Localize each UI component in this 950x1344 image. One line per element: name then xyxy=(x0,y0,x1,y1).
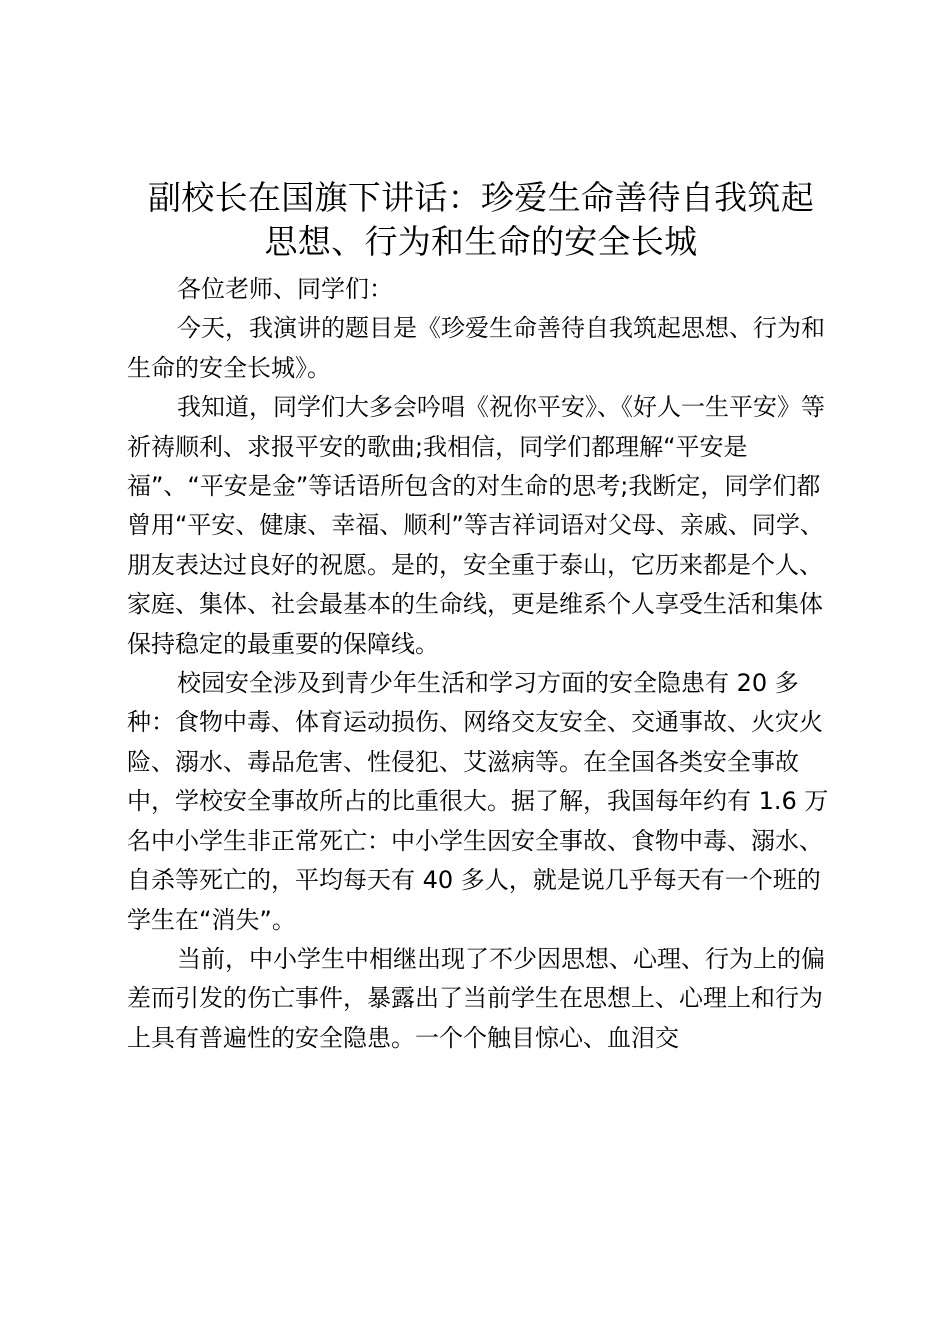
paragraph-current-situation: 当前，中小学生中相继出现了不少因思想、心理、行为上的偏差而引发的伤亡事件，暴露出了当前学生在思想上、心理上和行为上具有普遍性的安全隐患。一个个触目惊心、血泪交 xyxy=(127,944,825,1052)
paragraph-campus-hazards: 校园安全涉及到青少年生活和学习方面的安全隐患有 20 多种：食物中毒、体育运动损伤、网络交友安全、交通事故、火灾火险、溺水、毒品危害、性侵犯、艾滋病等。在全国各类安全事故中，学校安全事故所占的比重很大。据了解，我国每年约有 1.6 万名中小学生非正常死亡：中小学生因安全事故、食物中毒、溺水、自杀等死亡的，平均每天有 40 多人，就是说几乎每天有一个班的学生在“消失”。 xyxy=(127,669,829,934)
document-title xyxy=(127,176,835,264)
greeting: 各位老师、同学们： xyxy=(177,275,393,303)
title-line-1: 副校长在国旗下讲话：珍爱生命善待自我筑起 xyxy=(148,178,814,217)
paragraph-safety-importance: 我知道，同学们大多会吟唱《祝你平安》、《好人一生平安》等祈祷顺利、求报平安的歌曲;我相信，同学们都理解“平安是福”、“平安是金”等话语所包含的对生命的思考;我断定，同学们都曾用“平安、健康、幸福、顺利”等吉祥词语对父母、亲戚、同学、朋友表达过良好的祝愿。是的，安全重于泰山，它历来都是个人、家庭、集体、社会最基本的生命线，更是维系个人享受生活和集体保持稳定的最重要的保障线。 xyxy=(127,393,825,658)
paragraph-topic: 今天，我演讲的题目是《珍爱生命善待自我筑起思想、行为和生命的安全长城》。 xyxy=(127,314,825,382)
document-page xyxy=(127,176,835,1058)
title-line-2: 思想、行为和生命的安全长城 xyxy=(264,222,698,261)
